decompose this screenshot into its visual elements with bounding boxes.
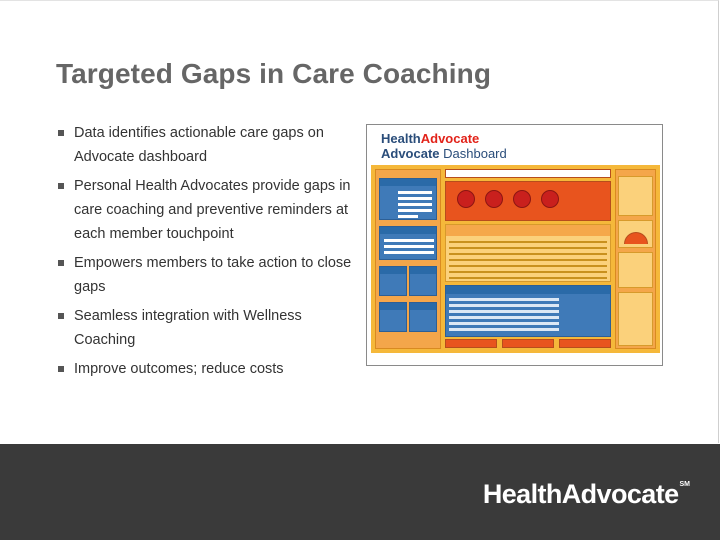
dashboard-left-column	[375, 169, 441, 349]
status-circle	[513, 190, 531, 208]
dashboard-buttons	[445, 339, 611, 349]
bullet-text: Improve outcomes; reduce costs	[74, 361, 284, 377]
dashboard-title: Advocate Dashboard	[381, 146, 507, 161]
bullet-square-icon	[58, 130, 64, 136]
dashboard-header	[367, 125, 662, 163]
dashboard-screenshot	[366, 124, 663, 366]
bullet-item	[58, 304, 358, 352]
member-info-panel	[379, 178, 437, 220]
dashboard-button	[559, 339, 611, 348]
bullet-list	[58, 121, 358, 386]
bullet-text: Data identifies actionable care gaps on Advocate dashboard	[74, 125, 324, 165]
dashboard-main-column	[445, 169, 611, 349]
reminder-panel	[618, 176, 653, 216]
bullet-square-icon	[58, 183, 64, 189]
eap-panel	[409, 302, 437, 332]
bullet-text: Personal Health Advocates provide gaps in care coaching and preventive reminders at each member touchpoint	[74, 178, 351, 242]
behavioral-panel	[379, 302, 407, 332]
status-circle	[457, 190, 475, 208]
bullet-text: Empowers members to take action to close gaps	[74, 255, 352, 295]
bullet-text: Seamless integration with Wellness Coaching	[74, 308, 302, 348]
bullet-item	[58, 121, 358, 169]
health-advocate-logo: HealthAdvocate℠	[482, 479, 690, 509]
status-circle	[485, 190, 503, 208]
id-panel	[379, 266, 407, 296]
bullet-square-icon	[58, 260, 64, 266]
dashboard-button	[502, 339, 554, 348]
dashboard-button	[445, 339, 497, 348]
dashboard-logo: HealthAdvocate	[381, 131, 480, 146]
call-history-panel	[445, 285, 611, 337]
health-gaps-panel	[445, 224, 611, 282]
preventive-care-panel	[618, 292, 653, 346]
slide-title: Targeted Gaps in Care Coaching	[56, 58, 492, 89]
dashboard-right-column	[615, 169, 656, 349]
medical-panel	[379, 226, 437, 260]
bullet-square-icon	[58, 366, 64, 372]
dental-panel	[409, 266, 437, 296]
dashboard-body	[371, 165, 660, 353]
bullet-square-icon	[58, 313, 64, 319]
bullet-item	[58, 357, 358, 381]
dashboard-top-bar	[445, 169, 611, 178]
pharmacy-panel	[618, 252, 653, 288]
bullet-item	[58, 251, 358, 299]
bullet-item	[58, 174, 358, 246]
status-circle	[541, 190, 559, 208]
